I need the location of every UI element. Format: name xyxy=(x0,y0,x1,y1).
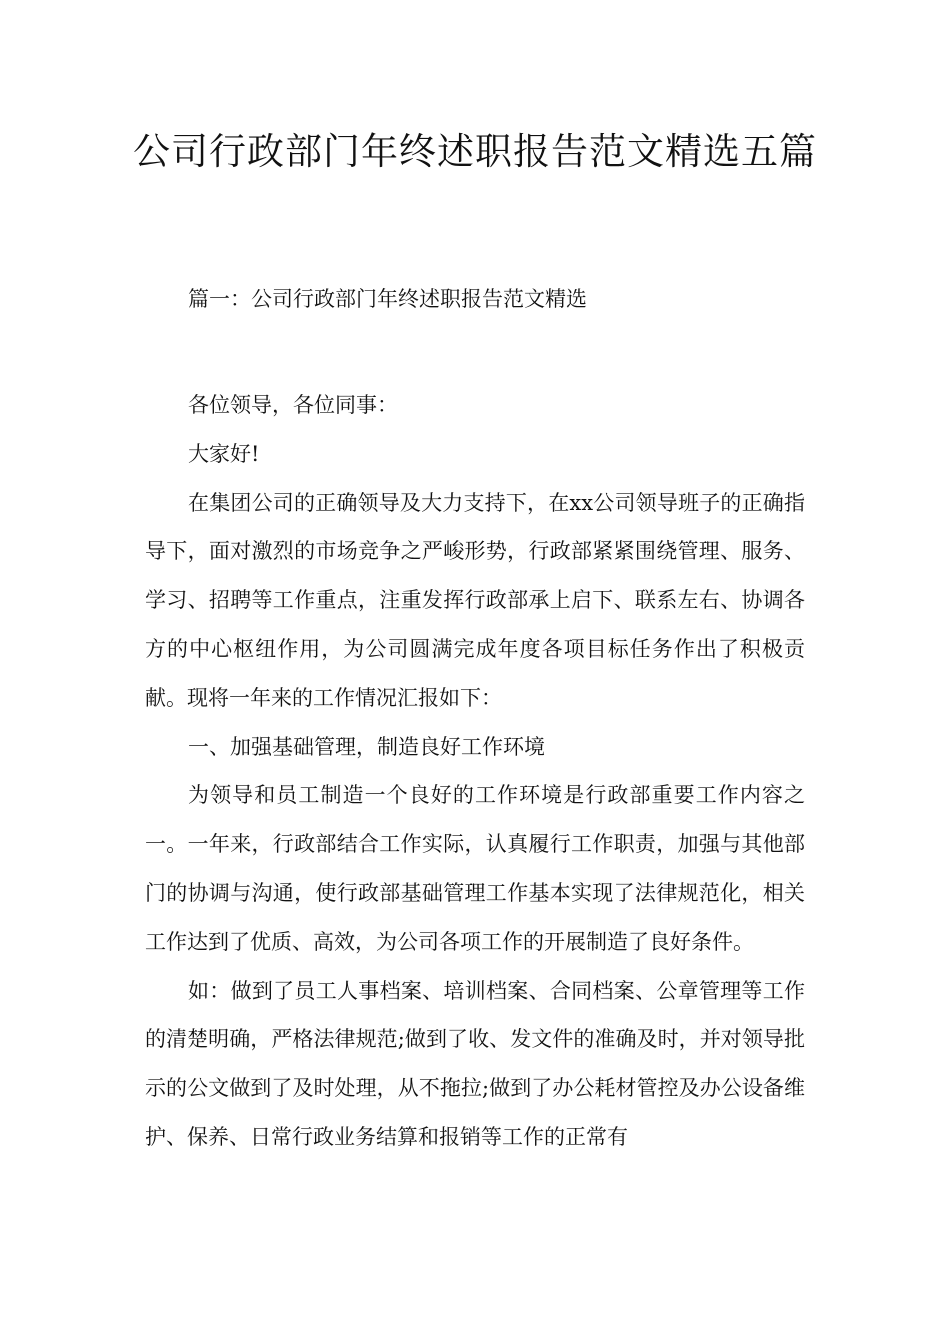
greeting: 大家好! xyxy=(188,441,260,466)
salutation: 各位领导，各位同事： xyxy=(188,393,398,417)
section-heading: 篇一：公司行政部门年终述职报告范文精选 xyxy=(188,287,587,311)
body-paragraph: 在集团公司的正确领导及大力支持下，在xx公司领导班子的正确指导下，面对激烈的市场竞争之严峻形势，行政部紧紧围绕管理、服务、学习、招聘等工作重点，注重发挥行政部承上启下、联系左右、协调各方的中心枢纽作用，为公司圆满完成年度各项目标任务作出了积极贡献。现将一年来的工作情况汇报如下： xyxy=(145,490,805,710)
body-paragraph: 为领导和员工制造一个良好的工作环境是行政部重要工作内容之一。一年来，行政部结合工作实际，认真履行工作职责，加强与其他部门的协调与沟通，使行政部基础管理工作基本实现了法律规范化，相关工作达到了优质、高效，为公司各项工作的开展制造了良好条件。 xyxy=(145,783,805,954)
document-title: 公司行政部门年终述职报告范文精选五篇 xyxy=(133,130,817,173)
body-paragraph: 如：做到了员工人事档案、培训档案、合同档案、公章管理等工作的清楚明确，严格法律规范;做到了收、发文件的准确及时，并对领导批示的公文做到了及时处理，从不拖拉;做到了办公耗材管控及办公设备维护、保养、日常行政业务结算和报销等工作的正常有 xyxy=(145,978,805,1149)
subsection-heading: 一、加强基础管理，制造良好工作环境 xyxy=(188,734,545,759)
document-body xyxy=(145,381,805,1162)
